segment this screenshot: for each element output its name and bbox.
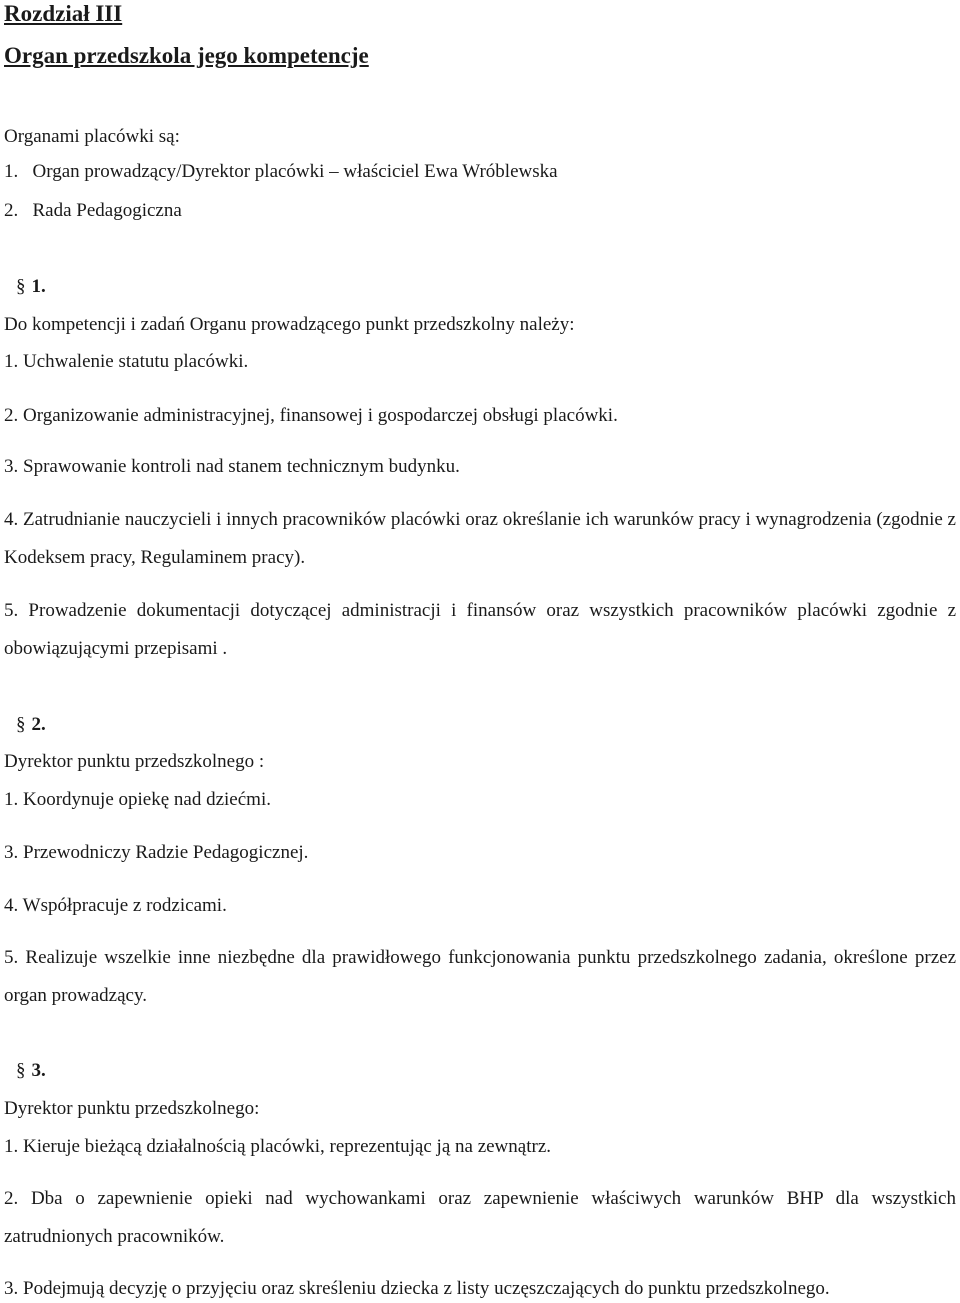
section-symbol: § xyxy=(16,1060,26,1081)
list-item: 1. Uchwalenie statutu placówki. xyxy=(4,351,249,372)
list-item: 5. Realizuje wszelkie inne niezbędne dla prawidłowego funkcjonowania punktu przedszkolnego zadania, określone przez organ prowadzący. xyxy=(4,947,956,1006)
intro-item-text: Organ prowadzący/Dyrektor placówki – właściciel Ewa Wróblewska xyxy=(32,161,558,182)
intro-item-text: Rada Pedagogiczna xyxy=(32,200,182,221)
list-item: 4. Zatrudnianie nauczycieli i innych pracowników placówki oraz określanie ich warunków pracy i wynagrodzenia (zgodnie z Kodeksem pracy, Regulaminem pracy). xyxy=(4,509,956,568)
list-item: 1. Koordynuje opiekę nad dziećmi. xyxy=(4,789,271,810)
list-item: 3. Podejmują decyzję o przyjęciu oraz skreśleniu dziecka z listy uczęszczających do punktu przedszkolnego. xyxy=(4,1278,830,1299)
section-lead: Do kompetencji i zadań Organu prowadzącego punkt przedszkolny należy: xyxy=(4,314,575,335)
section-heading xyxy=(4,713,46,737)
intro-lead: Organami placówki są: xyxy=(4,126,180,147)
section-lead: Dyrektor punktu przedszkolnego : xyxy=(4,751,265,772)
intro-item xyxy=(4,160,558,184)
intro-item-number: 1. xyxy=(4,161,19,182)
section-heading xyxy=(4,275,46,299)
list-item: 3. Sprawowanie kontroli nad stanem technicznym budynku. xyxy=(4,456,460,477)
list-item: 1. Kieruje bieżącą działalnością placówki, reprezentując ją na zewnątrz. xyxy=(4,1136,552,1157)
intro-item xyxy=(4,199,182,223)
list-item: 4. Współpracuje z rodzicami. xyxy=(4,895,227,916)
section-symbol: § xyxy=(16,276,26,297)
section-number: 1. xyxy=(31,276,46,297)
section-heading xyxy=(4,1059,46,1083)
section-symbol: § xyxy=(16,714,26,735)
chapter-title: Rozdział III xyxy=(4,1,123,26)
intro-item-number: 2. xyxy=(4,200,19,221)
list-item: 2. Dba o zapewnienie opieki nad wychowankami oraz zapewnienie właściwych warunków BHP dla wszystkich zatrudnionych pracowników. xyxy=(4,1188,956,1247)
list-item: 2. Organizowanie administracyjnej, finansowej i gospodarczej obsługi placówki. xyxy=(4,405,618,426)
section-number: 2. xyxy=(31,714,46,735)
section-lead: Dyrektor punktu przedszkolnego: xyxy=(4,1098,260,1119)
section-number: 3. xyxy=(31,1060,46,1081)
list-item: 5. Prowadzenie dokumentacji dotyczącej administracji i finansów oraz wszystkich pracowników placówki zgodnie z obowiązującymi przepisami . xyxy=(4,600,956,659)
chapter-subtitle: Organ przedszkola jego kompetencje xyxy=(4,43,369,68)
list-item: 3. Przewodniczy Radzie Pedagogicznej. xyxy=(4,842,309,863)
